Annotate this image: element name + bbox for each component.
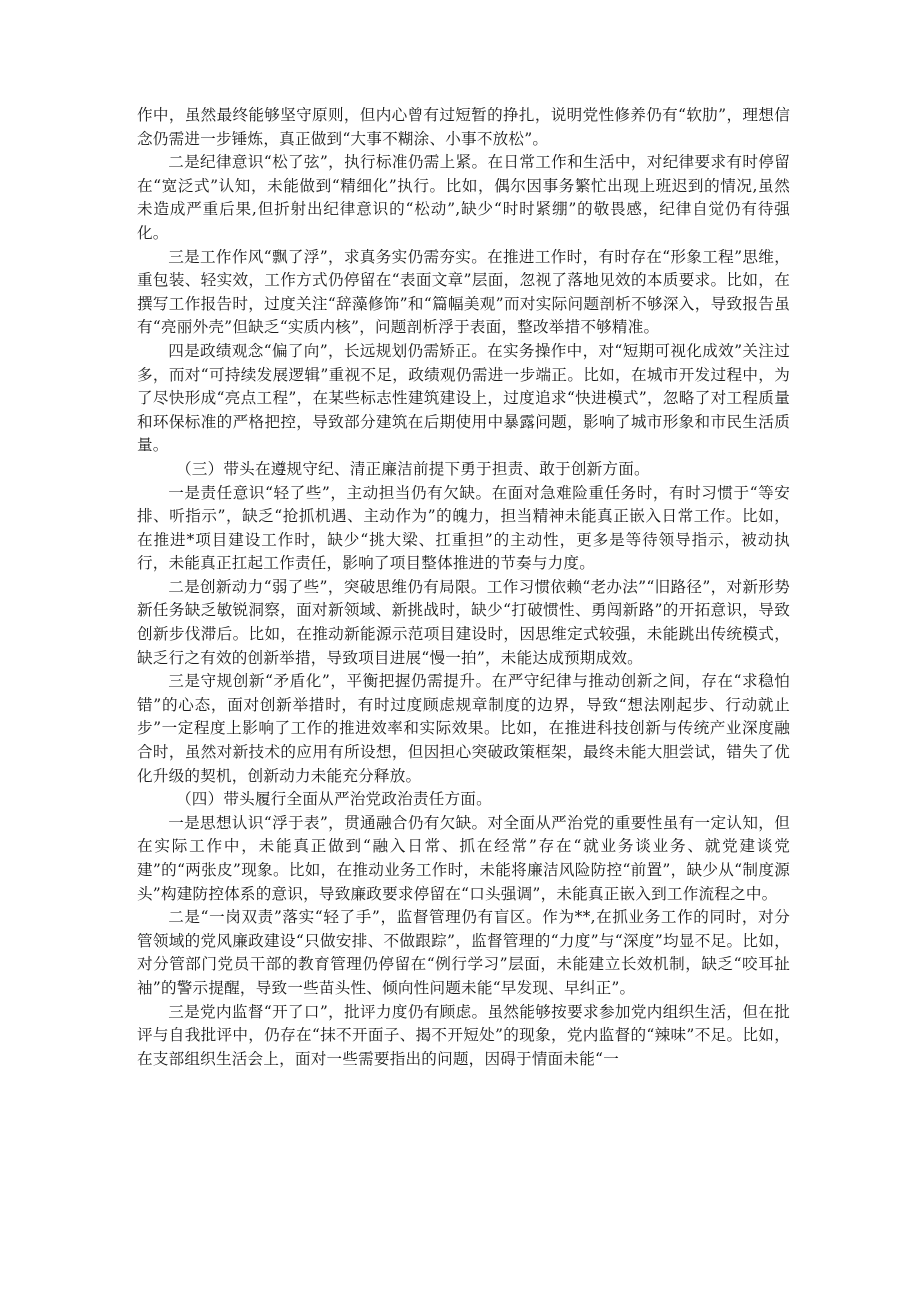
paragraph-balance: 三是守规创新“矛盾化”，平衡把握仍需提升。在严守纪律与推动创新之间，存在“求稳怕错”的心态，面对创新举措时，有时过度顾虑规章制度的边界，导致“想法刚起步、行动就止步”一定程度上影响了工作的推进效率和实际效果。比如，在推进科技创新与传统产业深度融合时，虽然对新技术的应用有所设想，但因担心突破政策框架，最终未能大胆尝试，错失了优化升级的契机，创新动力未能充分释放。 bbox=[137, 672, 790, 785]
paragraph-work-style: 三是工作作风“飘了浮”，求真务实仍需夯实。在推进工作时，有时存在“形象工程”思维，重包装、轻实效，工作方式仍停留在“表面文章”层面，忽视了落地见效的本质要求。比如，在撰写工作报告时，过度关注“辞藻修饰”和“篇幅美观”而对实际问题剖析不够深入，导致报告虽有“亮丽外壳”但缺乏“实质内核”，问题剖析浮于表面，整改举措不够精准。 bbox=[137, 247, 790, 337]
paragraph-dual-duty: 二是“一岗双责”落实“轻了手”，监督管理仍有盲区。作为**,在抓业务工作的同时，对分管领域的党风廉政建设“只做安排、不做跟踪”，监督管理的“力度”与“深度”均显不足。比如，对分管部门党员干部的教育管理仍停留在“例行学习”层面，未能建立长效机制，缺乏“咬耳扯袖”的警示提醒，导致一些苗头性、倾向性问题未能“早发现、早纠正”。 bbox=[137, 908, 790, 997]
document-body bbox=[137, 104, 790, 1071]
paragraph-innovation: 二是创新动力“弱了些”，突破思维仍有局限。工作习惯依赖“老办法”“旧路径”，对新形势新任务缺乏敏锐洞察，面对新领域、新挑战时，缺少“打破惯性、勇闯新路”的开拓意识，导致创新步伐滞后。比如，在推动新能源示范项目建设时，因思维定式较强，未能跳出传统模式，缺乏行之有效的创新举措，导致项目进展“慢一拍”，未能达成预期成效。 bbox=[137, 577, 790, 667]
paragraph-responsibility: 一是责任意识“轻了些”，主动担当仍有欠缺。在面对急难险重任务时，有时习惯于“等安排、听指示”，缺乏“抢抓机遇、主动作为”的魄力，担当精神未能真正嵌入日常工作。比如，在推进*项目建设工作时，缺少“挑大梁、扛重担”的主动性，更多是等待领导指示，被动执行，未能真正扛起工作责任，影响了项目整体推进的节奏与力度。 bbox=[137, 483, 790, 573]
section-heading-4: （四）带头履行全面从严治党政治责任方面。 bbox=[176, 790, 492, 809]
paragraph-performance-view: 四是政绩观念“偏了向”，长远规划仍需矫正。在实务操作中，对“短期可视化成效”关注过多，而对“可持续发展逻辑”重视不足，政绩观仍需进一步端正。比如，在城市开发过程中，为了尽快形成“亮点工程”，在某些标志性建筑建设上，过度追求“快进模式”，忽略了对工程质量和环保标准的严格把控，导致部分建筑在后期使用中暴露问题，影响了城市形象和市民生活质量。 bbox=[137, 341, 790, 455]
paragraph-thinking: 一是思想认识“浮于表”，贯通融合仍有欠缺。对全面从严治党的重要性虽有一定认知，但在实际工作中，未能真正做到“融入日常、抓在经常”存在“就业务谈业务、就党建谈党建”的“两张皮”现象。比如，在推动业务工作时，未能将廉洁风险防控“前置”，缺少从“制度源头”构建防控体系的意识，导致廉政要求停留在“口头强调”，未能真正嵌入到工作流程之中。 bbox=[137, 813, 790, 903]
paragraph-continued: 作中，虽然最终能够坚守原则，但内心曾有过短暂的挣扎，说明党性修养仍有“软肋”，理想信念仍需进一步锤炼，真正做到“大事不糊涂、小事不放松”。 bbox=[137, 106, 790, 148]
paragraph-supervision: 三是党内监督“开了口”，批评力度仍有顾虑。虽然能够按要求参加党内组织生活，但在批评与自我批评中，仍存在“抹不开面子、揭不开短处”的现象，党内监督的“辣味”不足。比如，在支部组织生活会上，面对一些需要指出的问题，因碍于情面未能“一 bbox=[137, 1002, 790, 1068]
section-heading-3: （三）带头在遵规守纪、清正廉洁前提下勇于担责、敢于创新方面。 bbox=[176, 459, 650, 478]
paragraph-discipline-awareness: 二是纪律意识“松了弦”，执行标准仍需上紧。在日常工作和生活中，对纪律要求有时停留在“宽泛式”认知，未能做到“精细化”执行。比如，偶尔因事务繁忙出现上班迟到的情况,虽然未造成严重后果,但折射出纪律意识的“松动”,缺少“时时紧绷”的敬畏感，纪律自觉仍有待强化。 bbox=[137, 153, 790, 242]
